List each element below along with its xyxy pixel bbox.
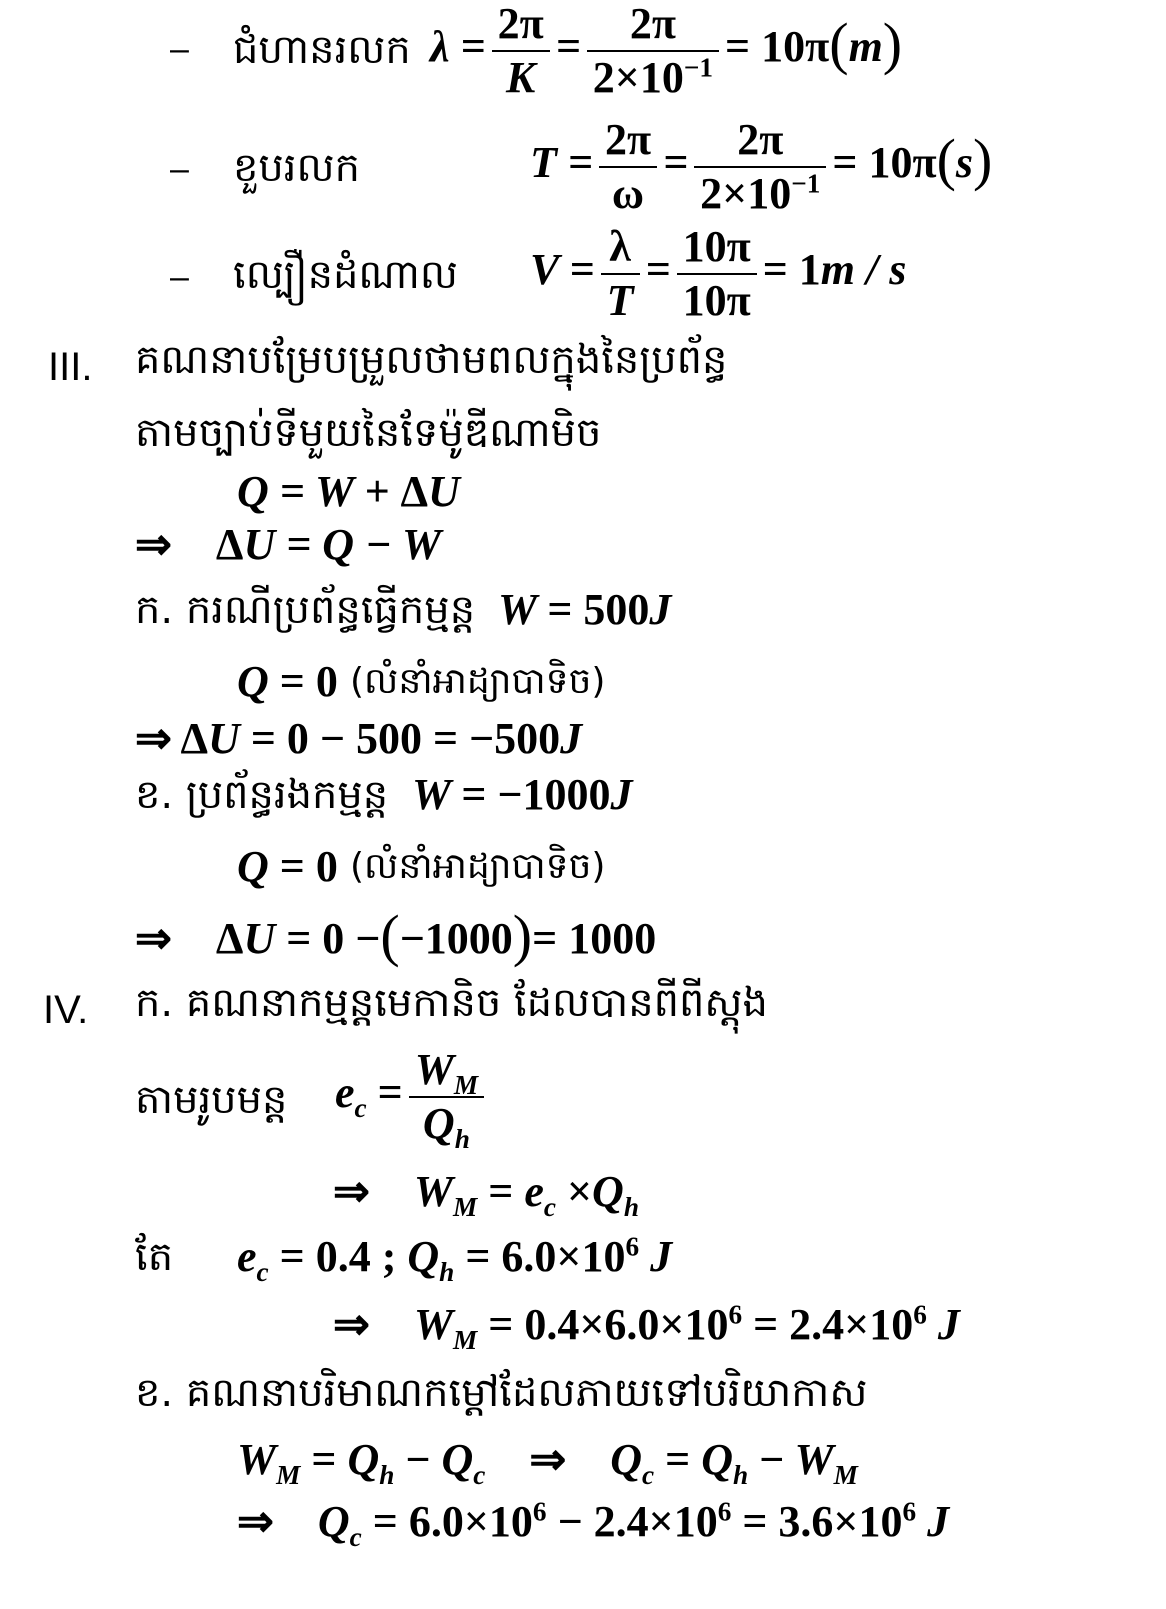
- period-label: ខួបរលក: [233, 145, 360, 191]
- bullet-dash: –: [170, 150, 189, 188]
- case-a-result: ⇒ ΔU = 0 − 500 = −500J: [135, 714, 583, 763]
- first-law-equation: Q = W + ΔU: [237, 467, 460, 516]
- case-b-heat: Q = 0: [237, 842, 338, 891]
- period-formula: T = $\frac{2\pi}{\omega}$ = $\frac{2\pi}{2\times 10^{-1}}$ = 10π(s): [530, 115, 993, 218]
- formula-label: តាមរូបមន្ត: [135, 1077, 288, 1123]
- case-b-result: ⇒ ΔU = 0 −(−1000)= 1000: [135, 903, 657, 968]
- section3-title: គណនាបម្រែបម្រួលថាមពលក្នុងនៃប្រព័ន្ធ: [135, 337, 728, 383]
- speed-formula: V = $\frac{\lambda}{T}$ = $\frac{10\pi}{10\pi}$ = 1m / s: [530, 222, 907, 325]
- speed-label: ល្បឿនដំណាល: [233, 252, 458, 298]
- case-b-label: ខ. ប្រព័ន្ធរងកម្មន្ត: [135, 772, 389, 818]
- wavelength-formula: λ = $\frac{2\pi}{K}$ = $\frac{2\pi}{2\times 10^{-1}}$ = 10π(m): [430, 0, 903, 102]
- section4-part-a: ក. គណនាកម្មន្តមេកានិច ដែលបានពីពីស្តុង: [135, 980, 768, 1026]
- bullet-dash: –: [170, 30, 189, 68]
- case-a-heat: Q = 0: [237, 657, 338, 706]
- work-formula: ⇒ $W_M = e_c \times Q_h$: [333, 1167, 639, 1222]
- wavelength-label: ជំហានរលក: [233, 27, 411, 73]
- delta-u-equation: ⇒ ΔU = Q − W: [135, 520, 442, 569]
- section-number-4: IV.: [43, 988, 89, 1032]
- case-a-work: W = 500J: [498, 585, 672, 634]
- section-number-3: III.: [48, 345, 93, 389]
- case-b-work: W = −1000J: [412, 770, 633, 819]
- but-label: តែ: [135, 1234, 174, 1280]
- efficiency-formula: $e_c$ = $\frac{W_M}{Q_h}$: [335, 1048, 490, 1146]
- section3-law: តាមច្បាប់ទីមួយនៃទែម៉ូឌីណាមិច: [135, 410, 602, 456]
- adiabatic-note: (លំនាំអាដ្យាបាទិច): [350, 846, 606, 887]
- heat-balance: $W_M = Q_h - Q_c$ ⇒ $Q_c = Q_h - W_M$: [237, 1435, 858, 1490]
- bullet-dash: –: [170, 258, 189, 296]
- heat-result: ⇒ $Q_c = 6.0\times 10^6 - 2.4\times 10^6 = 3.6\times 10^6$ J: [237, 1496, 950, 1552]
- adiabatic-note: (លំនាំអាដ្យាបាទិច): [350, 661, 606, 702]
- case-a-label: ក. ករណីប្រព័ន្ធធ្វើកម្មន្ត: [135, 587, 476, 633]
- given-values: $e_c = 0.4$ ; $Q_h = 6.0\times 10^6$ J: [237, 1231, 673, 1287]
- section4-part-b: ខ. គណនាបរិមាណកម្ដៅដែលភាយទៅបរិយាកាស: [135, 1370, 868, 1416]
- work-result: ⇒ $W_M = 0.4\times 6.0\times 10^6 = 2.4\times 10^6$ J: [333, 1299, 960, 1355]
